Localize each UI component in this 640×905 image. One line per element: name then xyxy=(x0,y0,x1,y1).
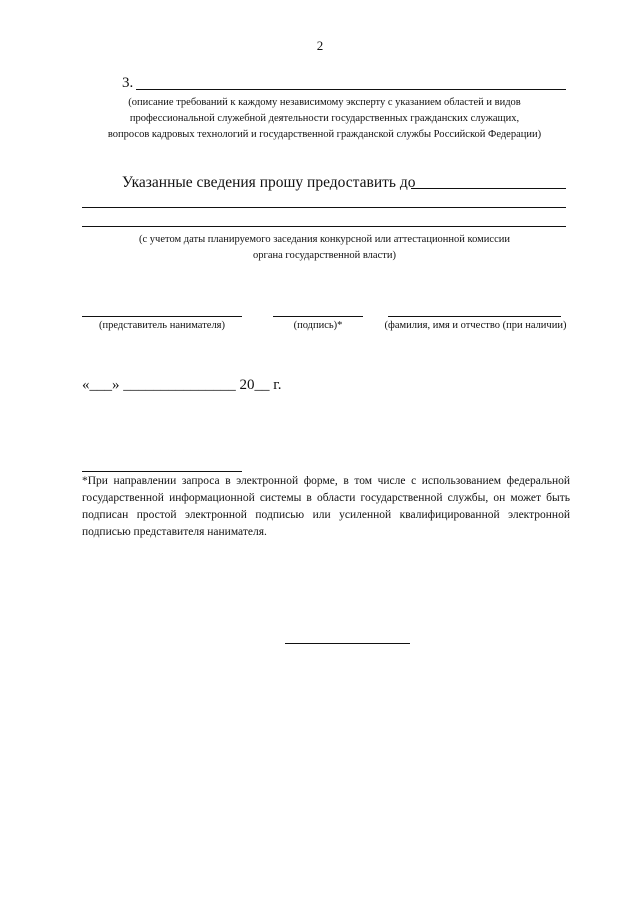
request-condition-line: органа государственной власти) xyxy=(253,250,396,261)
representative-fill-line[interactable] xyxy=(82,316,242,317)
request-text: Указанные сведения прошу предоставить до xyxy=(122,174,416,191)
representative-label: (представитель нанимателя) xyxy=(98,320,226,331)
request-condition xyxy=(82,232,567,264)
request-fill-line[interactable] xyxy=(82,207,566,208)
footnote-text: *При направлении запроса в электронной форме, в том числе с использованием федеральной государственной информационной системы в области государственной службы, он может быть подписан простой электронной подписью или усиленной квалифицированной электронной подписью представителя нанимателя. xyxy=(82,475,570,538)
item-number: 3. xyxy=(122,75,134,91)
item3-description xyxy=(82,95,567,143)
request-fill-line[interactable] xyxy=(82,226,566,227)
item3-fill-line[interactable] xyxy=(136,89,566,90)
page-number: 2 xyxy=(316,38,324,53)
signature-fill-line[interactable] xyxy=(273,316,363,317)
signature-label: (подпись)* xyxy=(293,320,343,331)
date-template[interactable]: «___» _______________ 20__ г. xyxy=(82,377,282,393)
request-date-fill-line[interactable] xyxy=(411,188,566,189)
closing-line xyxy=(285,643,410,644)
footnote-separator xyxy=(82,471,242,472)
full-name-fill-line[interactable] xyxy=(388,316,561,317)
item3-description-line: (описание требований к каждому независимому эксперту с указанием областей и видов xyxy=(128,97,521,108)
item3-description-line: профессиональной служебной деятельности государственных гражданских служащих, xyxy=(129,113,520,124)
item3-description-line: вопросов кадровых технологий и государственной гражданской службы Российской Федерации) xyxy=(107,129,542,140)
full-name-label: (фамилия, имя и отчество (при наличии) xyxy=(384,320,567,331)
request-condition-line: (с учетом даты планируемого заседания конкурсной или аттестационной комиссии xyxy=(139,234,510,245)
